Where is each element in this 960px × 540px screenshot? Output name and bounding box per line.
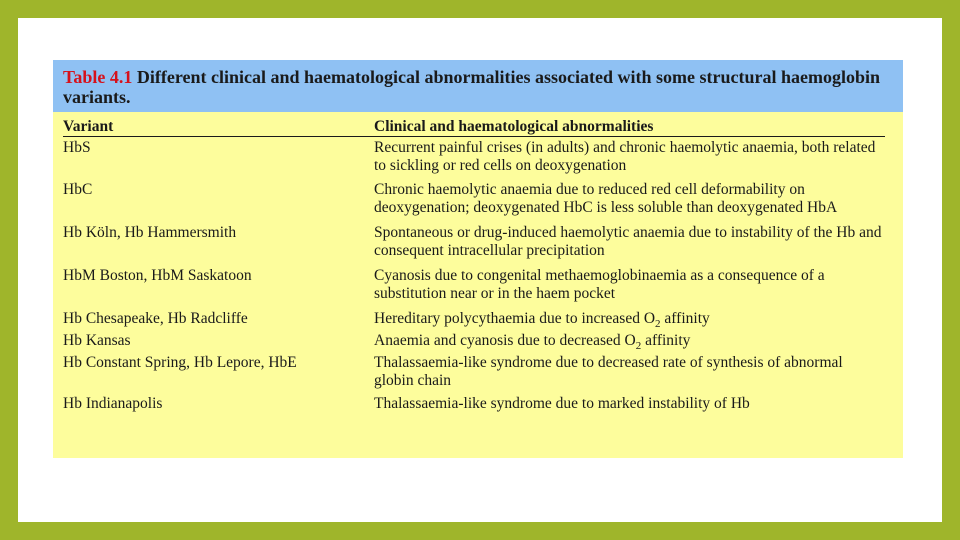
abnormality-cell	[374, 310, 885, 332]
variant-cell: Hb Köln, Hb Hammersmith	[63, 224, 237, 241]
variants-table	[63, 119, 885, 413]
abnormality-cell	[374, 332, 885, 354]
header-abnormalities: Clinical and haematological abnormalities	[374, 119, 885, 137]
table-row	[63, 267, 885, 310]
variant-cell: HbM Boston, HbM Saskatoon	[63, 267, 252, 284]
table-row	[63, 354, 885, 395]
table-caption	[53, 60, 903, 112]
abnormality-cell: Thalassaemia-like syndrome due to marked instability of Hb	[374, 395, 750, 412]
table-row	[63, 310, 885, 332]
abnormality-cell: Spontaneous or drug-induced haemolytic anaemia due to instability of the Hb and consequent intracellular precipitation	[374, 224, 882, 259]
abnormality-text-end: affinity	[660, 310, 710, 327]
abnormality-cell: Recurrent painful crises (in adults) and chronic haemolytic anaemia, both related to sickling or red cells on deoxygenation	[374, 139, 876, 174]
variant-cell: HbS	[63, 139, 91, 156]
abnormality-text: Anaemia and cyanosis due to decreased O	[374, 332, 636, 349]
table-row	[63, 332, 885, 354]
abnormality-cell: Cyanosis due to congenital methaemoglobinaemia as a consequence of a substitution near or in the haem pocket	[374, 267, 825, 302]
abnormality-cell: Chronic haemolytic anaemia due to reduced red cell deformability on deoxygenation; deoxygenated HbC is less soluble than deoxygenated HbA	[374, 181, 838, 216]
table-number: Table 4.1	[63, 67, 133, 87]
slide	[18, 18, 942, 522]
table-row	[63, 224, 885, 267]
table-body	[53, 112, 903, 458]
table-row	[63, 395, 885, 413]
variant-cell: Hb Indianapolis	[63, 395, 163, 412]
abnormality-text-end: affinity	[641, 332, 691, 349]
subscript: 2	[635, 340, 642, 353]
subscript: 2	[655, 318, 661, 331]
haemoglobin-variants-table-block	[53, 60, 903, 458]
table-row	[63, 137, 885, 182]
variant-cell: HbC	[63, 181, 93, 198]
header-variant: Variant	[63, 119, 374, 137]
abnormality-cell: Thalassaemia-like syndrome due to decreased rate of synthesis of abnormal globin chain	[374, 354, 843, 389]
table-row	[63, 181, 885, 224]
header-row	[63, 119, 885, 137]
variant-cell: Hb Chesapeake, Hb Radcliffe	[63, 310, 248, 327]
abnormality-text: Hereditary polycythaemia due to increased O	[374, 310, 656, 327]
variant-cell: Hb Kansas	[63, 332, 131, 349]
table-title: Different clinical and haematological abnormalities associated with some structural haemoglobin variants.	[63, 67, 880, 107]
variant-cell: Hb Constant Spring, Hb Lepore, HbE	[63, 354, 297, 371]
